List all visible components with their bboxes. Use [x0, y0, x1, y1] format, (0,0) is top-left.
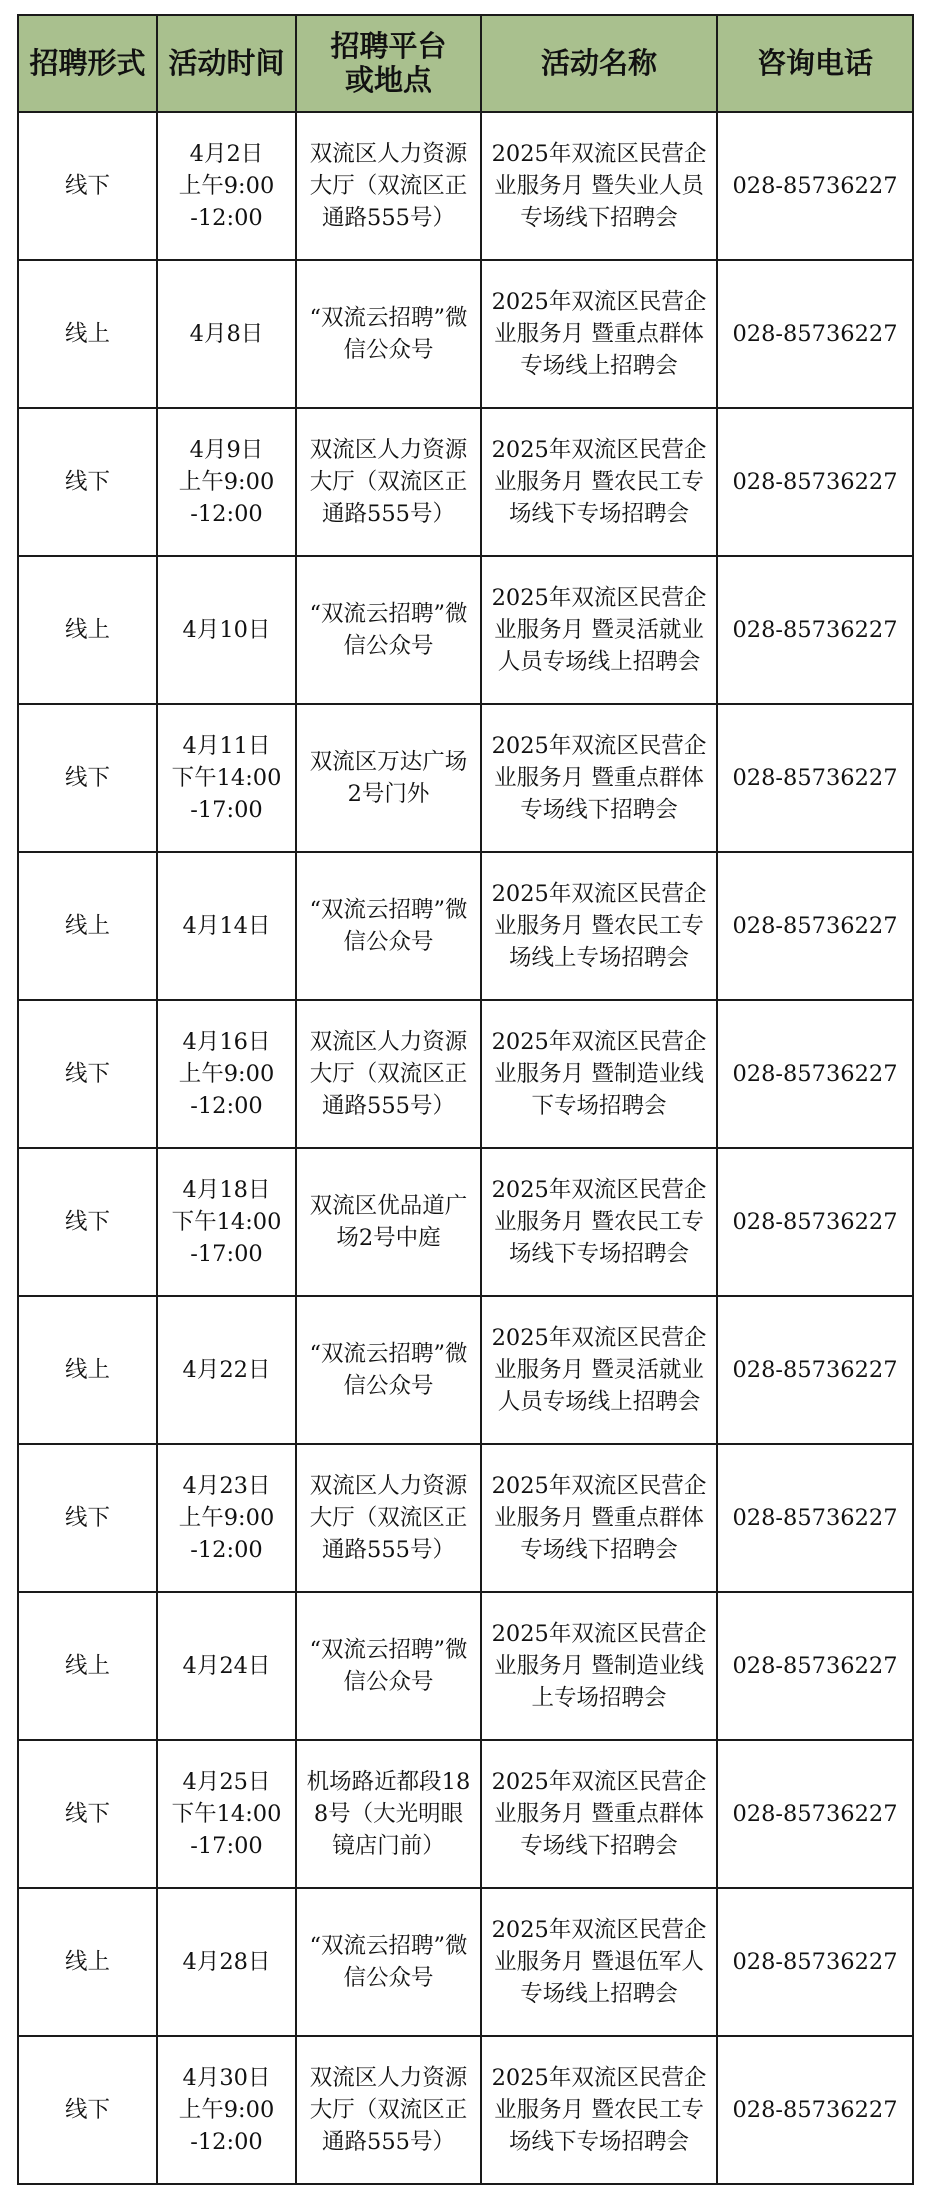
- cell-phone: 028-85736227: [717, 704, 913, 852]
- table-row: [18, 1444, 913, 1592]
- time-date: 4月24日: [182, 1653, 271, 1679]
- header-platform: [296, 15, 481, 112]
- time-period: 下午14:00: [171, 765, 282, 791]
- cell-phone: 028-85736227: [717, 556, 913, 704]
- time-date: 4月22日: [182, 1357, 271, 1383]
- cell-activity-name: 2025年双流区民营企业服务月 暨制造业线上专场招聘会: [481, 1592, 717, 1740]
- cell-format: 线下: [18, 1000, 157, 1148]
- cell-activity-name: 2025年双流区民营企业服务月 暨失业人员专场线下招聘会: [481, 112, 717, 260]
- cell-format: 线上: [18, 852, 157, 1000]
- time-date: 4月16日: [182, 1029, 271, 1055]
- time-end: -12:00: [190, 1537, 263, 1563]
- time-date: 4月14日: [182, 913, 271, 939]
- table-row: [18, 1888, 913, 2036]
- cell-platform: 双流区人力资源大厅（双流区正通路555号）: [296, 408, 481, 556]
- cell-activity-name: 2025年双流区民营企业服务月 暨重点群体专场线下招聘会: [481, 704, 717, 852]
- cell-phone: 028-85736227: [717, 1000, 913, 1148]
- cell-activity-name: 2025年双流区民营企业服务月 暨制造业线下专场招聘会: [481, 1000, 717, 1148]
- cell-time: [157, 1444, 296, 1592]
- time-end: -17:00: [190, 1833, 263, 1859]
- table-row: [18, 852, 913, 1000]
- cell-phone: 028-85736227: [717, 1296, 913, 1444]
- cell-format: 线下: [18, 408, 157, 556]
- cell-time: [157, 1740, 296, 1888]
- cell-platform: 双流区万达广场2号门外: [296, 704, 481, 852]
- cell-activity-name: 2025年双流区民营企业服务月 暨重点群体专场线下招聘会: [481, 1740, 717, 1888]
- cell-phone: 028-85736227: [717, 112, 913, 260]
- cell-activity-name: 2025年双流区民营企业服务月 暨重点群体专场线上招聘会: [481, 260, 717, 408]
- cell-format: 线上: [18, 1296, 157, 1444]
- cell-phone: 028-85736227: [717, 1740, 913, 1888]
- cell-time: [157, 1296, 296, 1444]
- cell-phone: 028-85736227: [717, 1888, 913, 2036]
- time-date: 4月18日: [182, 1177, 271, 1203]
- table-row: [18, 2036, 913, 2184]
- time-date: 4月25日: [182, 1769, 271, 1795]
- header-platform-line1: 招聘平台: [330, 29, 447, 64]
- cell-activity-name: 2025年双流区民营企业服务月 暨退伍军人专场线上招聘会: [481, 1888, 717, 2036]
- table-row: [18, 1296, 913, 1444]
- cell-format: 线下: [18, 1444, 157, 1592]
- cell-phone: 028-85736227: [717, 260, 913, 408]
- header-row: [18, 15, 913, 112]
- cell-time: [157, 408, 296, 556]
- cell-time: [157, 704, 296, 852]
- cell-format: 线下: [18, 704, 157, 852]
- cell-activity-name: 2025年双流区民营企业服务月 暨农民工专场线下专场招聘会: [481, 1148, 717, 1296]
- cell-platform: 双流区人力资源大厅（双流区正通路555号）: [296, 2036, 481, 2184]
- cell-format: 线下: [18, 2036, 157, 2184]
- table-row: [18, 1592, 913, 1740]
- cell-platform: “双流云招聘”微信公众号: [296, 1296, 481, 1444]
- table-row: [18, 112, 913, 260]
- cell-time: [157, 1888, 296, 2036]
- cell-format: 线上: [18, 1592, 157, 1740]
- cell-format: 线下: [18, 1740, 157, 1888]
- cell-activity-name: 2025年双流区民营企业服务月 暨灵活就业人员专场线上招聘会: [481, 1296, 717, 1444]
- cell-phone: 028-85736227: [717, 408, 913, 556]
- time-date: 4月30日: [182, 2065, 271, 2091]
- header-name: 活动名称: [481, 15, 717, 112]
- time-date: 4月8日: [189, 321, 264, 347]
- cell-platform: 双流区人力资源大厅（双流区正通路555号）: [296, 112, 481, 260]
- header-format: 招聘形式: [18, 15, 157, 112]
- cell-phone: 028-85736227: [717, 2036, 913, 2184]
- table-row: [18, 1000, 913, 1148]
- time-period: 上午9:00: [178, 1061, 275, 1087]
- cell-platform: 双流区人力资源大厅（双流区正通路555号）: [296, 1444, 481, 1592]
- cell-platform: “双流云招聘”微信公众号: [296, 852, 481, 1000]
- cell-platform: “双流云招聘”微信公众号: [296, 260, 481, 408]
- table-row: [18, 704, 913, 852]
- cell-platform: 机场路近都段188号（大光明眼镜店门前）: [296, 1740, 481, 1888]
- cell-phone: 028-85736227: [717, 1148, 913, 1296]
- cell-time: [157, 112, 296, 260]
- cell-time: [157, 852, 296, 1000]
- cell-activity-name: 2025年双流区民营企业服务月 暨农民工专场线下专场招聘会: [481, 2036, 717, 2184]
- cell-phone: 028-85736227: [717, 852, 913, 1000]
- time-period: 上午9:00: [178, 2097, 275, 2123]
- header-platform-line2: 或地点: [344, 62, 432, 97]
- time-end: -12:00: [190, 501, 263, 527]
- cell-format: 线上: [18, 260, 157, 408]
- cell-time: [157, 1148, 296, 1296]
- table-row: [18, 1740, 913, 1888]
- time-date: 4月2日: [189, 141, 264, 167]
- cell-time: [157, 556, 296, 704]
- time-end: -12:00: [190, 1093, 263, 1119]
- cell-activity-name: 2025年双流区民营企业服务月 暨农民工专场线下专场招聘会: [481, 408, 717, 556]
- cell-time: [157, 1000, 296, 1148]
- time-end: -17:00: [190, 797, 263, 823]
- cell-format: 线上: [18, 1888, 157, 2036]
- time-period: 上午9:00: [178, 173, 275, 199]
- time-date: 4月23日: [182, 1473, 271, 1499]
- cell-platform: 双流区人力资源大厅（双流区正通路555号）: [296, 1000, 481, 1148]
- time-end: -12:00: [190, 2129, 263, 2155]
- cell-phone: 028-85736227: [717, 1444, 913, 1592]
- cell-format: 线下: [18, 1148, 157, 1296]
- cell-phone: 028-85736227: [717, 1592, 913, 1740]
- table-row: [18, 260, 913, 408]
- time-date: 4月10日: [182, 617, 271, 643]
- time-period: 上午9:00: [178, 1505, 275, 1531]
- cell-format: 线下: [18, 112, 157, 260]
- time-date: 4月9日: [189, 437, 264, 463]
- cell-time: [157, 260, 296, 408]
- time-period: 下午14:00: [171, 1801, 282, 1827]
- time-period: 下午14:00: [171, 1209, 282, 1235]
- cell-platform: “双流云招聘”微信公众号: [296, 1592, 481, 1740]
- recruitment-schedule-table: [17, 14, 914, 2185]
- header-phone: 咨询电话: [717, 15, 913, 112]
- cell-activity-name: 2025年双流区民营企业服务月 暨灵活就业人员专场线上招聘会: [481, 556, 717, 704]
- time-date: 4月28日: [182, 1949, 271, 1975]
- time-date: 4月11日: [182, 733, 271, 759]
- cell-activity-name: 2025年双流区民营企业服务月 暨重点群体专场线下招聘会: [481, 1444, 717, 1592]
- time-period: 上午9:00: [178, 469, 275, 495]
- cell-time: [157, 2036, 296, 2184]
- cell-platform: “双流云招聘”微信公众号: [296, 556, 481, 704]
- table-row: [18, 556, 913, 704]
- table-row: [18, 408, 913, 556]
- cell-platform: “双流云招聘”微信公众号: [296, 1888, 481, 2036]
- time-end: -12:00: [190, 205, 263, 231]
- time-end: -17:00: [190, 1241, 263, 1267]
- cell-time: [157, 1592, 296, 1740]
- cell-platform: 双流区优品道广场2号中庭: [296, 1148, 481, 1296]
- cell-format: 线上: [18, 556, 157, 704]
- header-time: 活动时间: [157, 15, 296, 112]
- table-row: [18, 1148, 913, 1296]
- cell-activity-name: 2025年双流区民营企业服务月 暨农民工专场线上专场招聘会: [481, 852, 717, 1000]
